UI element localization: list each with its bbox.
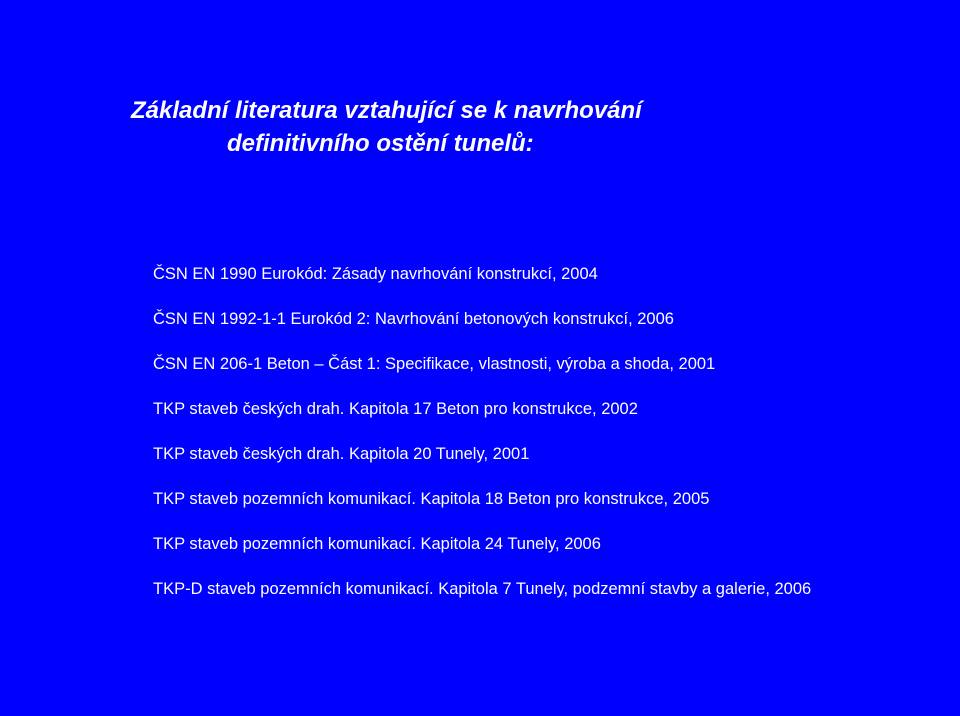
reference-item-tkp-d-kapitola-7: TKP-D staveb pozemních komunikací. Kapitola 7 Tunely, podzemní stavby a galerie, 2006	[153, 580, 812, 598]
reference-item-tkp-cd-kapitola-20: TKP staveb českých drah. Kapitola 20 Tunely, 2001	[153, 445, 530, 463]
reference-item-csn-en-206-1: ČSN EN 206-1 Beton – Část 1: Specifikace, vlastnosti, výroba a shoda, 2001	[153, 355, 716, 373]
reference-item-tkp-cd-kapitola-17: TKP staveb českých drah. Kapitola 17 Beton pro konstrukce, 2002	[153, 400, 638, 418]
reference-item-tkp-pk-kapitola-24: TKP staveb pozemních komunikací. Kapitola 24 Tunely, 2006	[153, 535, 601, 553]
title-line-2: definitivního ostění tunelů:	[227, 130, 534, 157]
reference-item-csn-en-1992-1-1: ČSN EN 1992-1-1 Eurokód 2: Navrhování betonových konstrukcí, 2006	[153, 310, 674, 328]
reference-item-csn-en-1990: ČSN EN 1990 Eurokód: Zásady navrhování konstrukcí, 2004	[153, 265, 598, 283]
reference-item-tkp-pk-kapitola-18: TKP staveb pozemních komunikací. Kapitola 18 Beton pro konstrukce, 2005	[153, 490, 710, 508]
slide-title	[0, 94, 960, 160]
title-line-1: Základní literatura vztahující se k navrhování	[131, 97, 642, 124]
reference-list	[153, 264, 811, 624]
